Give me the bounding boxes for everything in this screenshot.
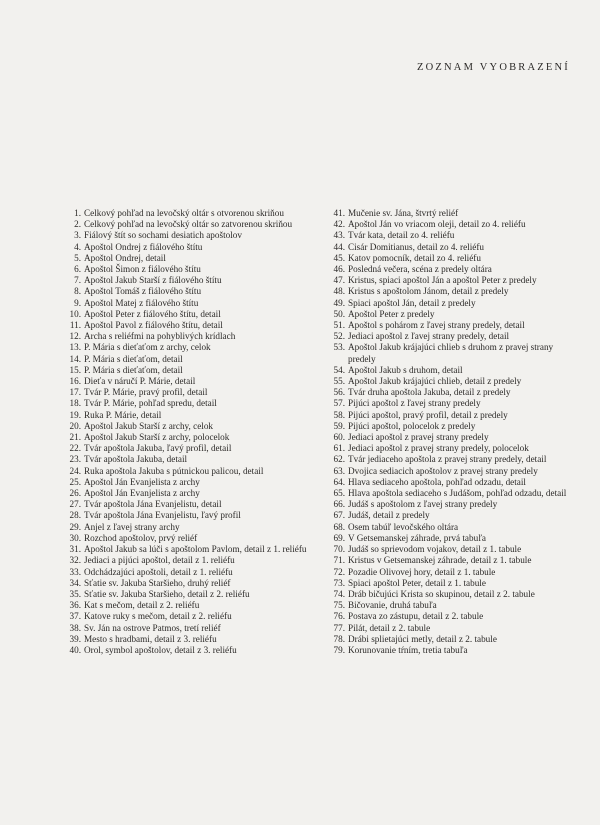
list-item: [330, 320, 570, 331]
item-number: 45.: [333, 252, 345, 263]
item-caption: Judáš so sprievodom vojakov, detail z 1. tabule: [348, 544, 522, 555]
list-item: [330, 365, 570, 376]
item-number: 63.: [333, 465, 345, 476]
item-number: 1.: [74, 208, 81, 218]
item-caption: Apoštol Ján vo vriacom oleji, detail zo 4. reliéfu: [348, 219, 526, 230]
item-caption: Apoštol Jakub Starší z fiálového štítu: [84, 275, 222, 286]
list-item: [330, 264, 570, 275]
item-number: 58.: [333, 409, 345, 420]
item-caption: Tvár apoštola Jakuba, detail: [84, 454, 188, 465]
item-caption: Cisár Domitianus, detail zo 4. reliéfu: [348, 241, 484, 252]
list-item: [55, 230, 317, 241]
list-item: [55, 275, 317, 286]
item-number: 79.: [333, 644, 345, 655]
list-item: [330, 286, 570, 297]
list-item: [330, 410, 570, 421]
list-item: [55, 510, 317, 521]
item-number: 68.: [333, 521, 345, 532]
item-number: 39.: [69, 633, 81, 644]
item-caption: Apoštol Ondrej z fiálového štítu: [84, 241, 203, 252]
item-number: 69.: [333, 532, 345, 543]
list-item: [55, 443, 317, 454]
item-caption: Katove ruky s mečom, detail z 2. reliéfu: [84, 611, 232, 622]
item-number: 27.: [69, 499, 81, 510]
item-number: 43.: [333, 230, 345, 241]
list-item: [330, 298, 570, 309]
item-caption: Judáš, detail z predely: [348, 510, 430, 521]
item-number: 19.: [69, 409, 81, 420]
item-caption: Kristus v Getsemanskej záhrade, detail z 1. tabule: [348, 555, 532, 566]
item-caption: V Getsemanskej záhrade, prvá tabuľa: [348, 532, 487, 543]
item-number: 52.: [333, 331, 345, 342]
list-item: [330, 219, 570, 230]
item-number: 60.: [333, 432, 345, 443]
item-caption: Celkový pohľad na levočský oltár s otvorenou skriňou: [84, 208, 284, 218]
item-number: 56.: [333, 387, 345, 398]
item-caption: Drábi splietajúci metly, detail z 2. tabule: [348, 633, 497, 644]
item-number: 35.: [69, 588, 81, 599]
item-number: 42.: [333, 219, 345, 230]
list-item: [330, 454, 570, 465]
list-item: [55, 477, 317, 488]
item-caption: Tvár kata, detail zo 4. reliéfu: [348, 230, 455, 241]
item-caption: P. Mária s dieťaťom, detail: [84, 353, 183, 364]
item-number: 50.: [333, 308, 345, 319]
item-caption: Archa s reliéfmi na pohyblivých krídlach: [84, 331, 236, 342]
list-item: [330, 645, 570, 656]
list-item: [55, 522, 317, 533]
list-item: [330, 555, 570, 566]
item-number: 17.: [69, 387, 81, 398]
list-item: [330, 432, 570, 443]
item-number: 24.: [69, 465, 81, 476]
list-item: [330, 421, 570, 432]
list-item: [330, 533, 570, 544]
item-number: 40.: [69, 644, 81, 655]
item-caption: P. Mária s dieťaťom z archy, celok: [84, 342, 211, 353]
item-caption: Spiaci apoštol Peter, detail z 1. tabule: [348, 577, 486, 588]
list-item: [330, 477, 570, 488]
item-caption: Apoštol Ondrej, detail: [84, 252, 166, 263]
item-number: 4.: [74, 241, 81, 252]
item-caption: Apoštol Tomáš z fiálového štítu: [84, 286, 202, 297]
item-number: 74.: [333, 588, 345, 599]
item-caption: Jediaci apoštol z ľavej strany predely, detail: [348, 331, 510, 342]
list-item: [330, 522, 570, 533]
list-item: [55, 454, 317, 465]
list-item: [330, 331, 570, 342]
item-number: 65.: [333, 488, 345, 499]
item-number: 16.: [69, 376, 81, 387]
item-number: 10.: [69, 308, 81, 319]
item-caption: Pijúci apoštol, polocelok z predely: [348, 420, 476, 431]
list-item: [55, 242, 317, 253]
list-item: [330, 634, 570, 645]
item-caption: Apoštol Matej z fiálového štítu: [84, 297, 199, 308]
item-number: 47.: [333, 275, 345, 286]
page-heading: ZOZNAM VYOBRAZENÍ: [417, 62, 570, 73]
list-item: [55, 376, 317, 387]
list-item: [55, 398, 317, 409]
item-number: 53.: [333, 342, 345, 353]
item-caption: Jediaci a pijúci apoštol, detail z 1. reliéfu: [84, 555, 235, 566]
item-number: 8.: [74, 286, 81, 297]
item-number: 32.: [69, 555, 81, 566]
list-item: [55, 387, 317, 398]
item-caption: Korunovanie tŕním, tretia tabuľa: [348, 644, 468, 655]
item-number: 13.: [69, 342, 81, 353]
item-caption: Anjel z ľavej strany archy: [84, 521, 180, 532]
item-caption: Sťatie sv. Jakuba Staršieho, detail z 2. reliéfu: [84, 588, 250, 599]
item-number: 26.: [69, 488, 81, 499]
item-caption: Ruka apoštola Jakuba s pútnickou palicou, detail: [84, 465, 264, 476]
item-caption: Dráb bičujúci Krista so skupinou, detail z 2. tabule: [348, 588, 535, 599]
item-caption: Dvojica sediacich apoštolov z pravej strany predely: [348, 465, 538, 476]
list-item: [330, 275, 570, 286]
illustration-list-left: [55, 208, 317, 656]
item-caption: Sv. Ján na ostrove Patmos, tretí reliéf: [84, 622, 221, 633]
list-item: [55, 432, 317, 443]
list-item: [330, 208, 570, 219]
item-number: 9.: [74, 297, 81, 308]
item-caption: Apoštol Jakub sa lúči s apoštolom Pavlom, detail z 1. reliéfu: [84, 544, 307, 555]
item-caption: Tvár apoštola Jakuba, ľavý profil, detail: [84, 443, 232, 454]
list-item: [55, 544, 317, 555]
item-caption: Apoštol Peter z fiálového štítu, detail: [84, 308, 221, 319]
item-caption: Apoštol Jakub krájajúci chlieb, detail z predely: [348, 376, 522, 387]
item-number: 44.: [333, 241, 345, 252]
item-caption: Tvár P. Márie, pravý profil, detail: [84, 387, 208, 398]
item-number: 36.: [69, 600, 81, 611]
list-item: [55, 410, 317, 421]
list-item: [55, 286, 317, 297]
item-number: 78.: [333, 633, 345, 644]
item-caption: Apoštol Jakub Starší z archy, polocelok: [84, 432, 230, 443]
item-caption: Pilát, detail z 2. tabule: [348, 622, 431, 633]
item-number: 72.: [333, 566, 345, 577]
item-caption: Tvár P. Márie, pohľad spredu, detail: [84, 398, 217, 409]
item-number: 18.: [69, 398, 81, 409]
item-number: 6.: [74, 264, 81, 275]
item-number: 61.: [333, 443, 345, 454]
item-caption: Apoštol s pohárom z ľavej strany predely, detail: [348, 320, 525, 331]
item-number: 29.: [69, 521, 81, 532]
item-number: 21.: [69, 432, 81, 443]
list-item: [330, 376, 570, 387]
item-number: 28.: [69, 510, 81, 521]
item-number: 11.: [69, 320, 81, 331]
item-number: 59.: [333, 420, 345, 431]
item-number: 30.: [69, 532, 81, 543]
item-number: 77.: [333, 622, 345, 633]
item-number: 2.: [74, 219, 81, 230]
list-item: [330, 510, 570, 521]
list-item: [55, 298, 317, 309]
list-item: [330, 589, 570, 600]
item-number: 57.: [333, 398, 345, 409]
item-caption: Spiaci apoštol Ján, detail z predely: [348, 297, 476, 308]
item-number: 22.: [69, 443, 81, 454]
list-item: [330, 488, 570, 499]
item-caption: Tvár apoštola Jána Evanjelistu, detail: [84, 499, 222, 510]
list-item: [330, 242, 570, 253]
item-caption: Tvár jediaceho apoštola z pravej strany predely, detail: [348, 454, 547, 465]
item-caption: Sťatie sv. Jakuba Staršieho, druhý reliéf: [84, 577, 231, 588]
item-caption: Apoštol Ján Evanjelista z archy: [84, 488, 200, 499]
list-item: [330, 387, 570, 398]
item-caption: Dieťa v náručí P. Márie, detail: [84, 376, 196, 387]
item-caption: Fiálový štít so sochami desiatich apoštolov: [84, 230, 242, 241]
list-item: [55, 589, 317, 600]
item-number: 49.: [333, 297, 345, 308]
item-number: 3.: [74, 230, 81, 241]
list-item: [55, 600, 317, 611]
item-number: 76.: [333, 611, 345, 622]
list-item: [55, 567, 317, 578]
list-item: [55, 645, 317, 656]
list-item: [55, 611, 317, 622]
list-item: [330, 342, 570, 364]
list-item: [55, 466, 317, 477]
item-caption: Katov pomocník, detail zo 4. reliéfu: [348, 252, 481, 263]
item-number: 31.: [69, 544, 81, 555]
item-caption: Orol, symbol apoštolov, detail z 3. reliéfu: [84, 644, 237, 655]
list-item: [55, 634, 317, 645]
item-caption: Odchádzajúci apoštoli, detail z 1. reliéfu: [84, 566, 233, 577]
list-item: [330, 567, 570, 578]
list-item: [330, 578, 570, 589]
list-item: [55, 555, 317, 566]
item-caption: Pijúci apoštol, pravý profil, detail z predely: [348, 409, 508, 420]
item-number: 34.: [69, 577, 81, 588]
item-caption: Posledná večera, scéna z predely oltára: [348, 264, 492, 275]
list-item: [55, 499, 317, 510]
item-caption: Apoštol Jakub Starší z archy, celok: [84, 420, 214, 431]
list-item: [55, 365, 317, 376]
list-item: [55, 253, 317, 264]
item-number: 66.: [333, 499, 345, 510]
item-caption: Hlava sediaceho apoštola, pohľad odzadu, detail: [348, 476, 526, 487]
list-item: [330, 623, 570, 634]
list-item: [55, 342, 317, 353]
item-number: 12.: [69, 331, 81, 342]
item-number: 5.: [74, 252, 81, 263]
list-item: [55, 421, 317, 432]
list-item: [55, 488, 317, 499]
item-number: 15.: [69, 364, 81, 375]
item-caption: Rozchod apoštolov, prvý reliéf: [84, 532, 198, 543]
item-caption: Judáš s apoštolom z ľavej strany predely: [348, 499, 498, 510]
item-caption: Tvár apoštola Jána Evanjelistu, ľavý profil: [84, 510, 241, 521]
list-item: [55, 264, 317, 275]
list-item: [55, 309, 317, 320]
item-caption: Tvár druha apoštola Jakuba, detail z predely: [348, 387, 511, 398]
item-number: 20.: [69, 420, 81, 431]
item-number: 54.: [333, 364, 345, 375]
item-number: 51.: [333, 320, 345, 331]
item-caption: P. Mária s dieťaťom, detail: [84, 364, 183, 375]
list-item: [55, 320, 317, 331]
item-caption: Kat s mečom, detail z 2. reliéfu: [84, 600, 200, 611]
item-number: 33.: [69, 566, 81, 577]
list-item: [330, 466, 570, 477]
item-number: 55.: [333, 376, 345, 387]
item-number: 48.: [333, 286, 345, 297]
item-caption: Ruka P. Márie, detail: [84, 409, 162, 420]
list-item: [55, 354, 317, 365]
item-caption: Osem tabúľ levočského oltára: [348, 521, 459, 532]
item-number: 75.: [333, 600, 345, 611]
item-caption: Postava zo zástupu, detail z 2. tabule: [348, 611, 484, 622]
item-number: 73.: [333, 577, 345, 588]
list-item: [55, 208, 317, 219]
list-item: [55, 623, 317, 634]
item-caption: Apoštol Šimon z fiálového štítu: [84, 264, 201, 275]
item-caption: Hlava apoštola sediaceho s Judášom, pohľad odzadu, detail: [348, 488, 567, 499]
item-number: 46.: [333, 264, 345, 275]
item-caption: Jediaci apoštol z pravej strany predely, polocelok: [348, 443, 529, 454]
item-number: 37.: [69, 611, 81, 622]
list-item: [330, 398, 570, 409]
list-item: [330, 443, 570, 454]
item-number: 70.: [333, 544, 345, 555]
list-item: [330, 499, 570, 510]
list-item: [330, 309, 570, 320]
item-number: 71.: [333, 555, 345, 566]
list-item: [330, 230, 570, 241]
item-number: 23.: [69, 454, 81, 465]
list-item: [330, 253, 570, 264]
item-number: 7.: [74, 275, 81, 286]
item-caption: Apoštol Jakub krájajúci chlieb s druhom z pravej strany predely: [348, 342, 554, 364]
item-caption: Kristus s apoštolom Jánom, detail z predely: [348, 286, 509, 297]
list-item: [330, 544, 570, 555]
item-number: 38.: [69, 622, 81, 633]
item-caption: Apoštol Peter z predely: [348, 308, 435, 319]
list-item: [55, 533, 317, 544]
item-caption: Celkový pohľad na levočský oltár so zatvorenou skriňou: [84, 219, 293, 230]
list-item: [330, 600, 570, 611]
illustration-list-right: [330, 208, 570, 656]
item-number: 14.: [69, 353, 81, 364]
item-caption: Apoštol Ján Evanjelista z archy: [84, 476, 200, 487]
item-caption: Pijúci apoštol z ľavej strany predely: [348, 398, 481, 409]
item-caption: Kristus, spiaci apoštol Ján a apoštol Peter z predely: [348, 275, 537, 286]
list-item: [55, 578, 317, 589]
item-caption: Mesto s hradbami, detail z 3. reliéfu: [84, 633, 217, 644]
item-caption: Apoštol Jakub s druhom, detail: [348, 364, 463, 375]
item-caption: Apoštol Pavol z fiálového štítu, detail: [84, 320, 223, 331]
list-item: [55, 219, 317, 230]
item-caption: Bičovanie, druhá tabuľa: [348, 600, 437, 611]
item-number: 41.: [333, 208, 345, 218]
list-item: [55, 331, 317, 342]
item-caption: Jediaci apoštol z pravej strany predely: [348, 432, 489, 443]
item-caption: Mučenie sv. Jána, štvrtý reliéf: [348, 208, 459, 218]
item-number: 67.: [333, 510, 345, 521]
item-caption: Pozadie Olivovej hory, detail z 1. tabule: [348, 566, 496, 577]
item-number: 25.: [69, 476, 81, 487]
item-number: 62.: [333, 454, 345, 465]
list-item: [330, 611, 570, 622]
item-number: 64.: [333, 476, 345, 487]
